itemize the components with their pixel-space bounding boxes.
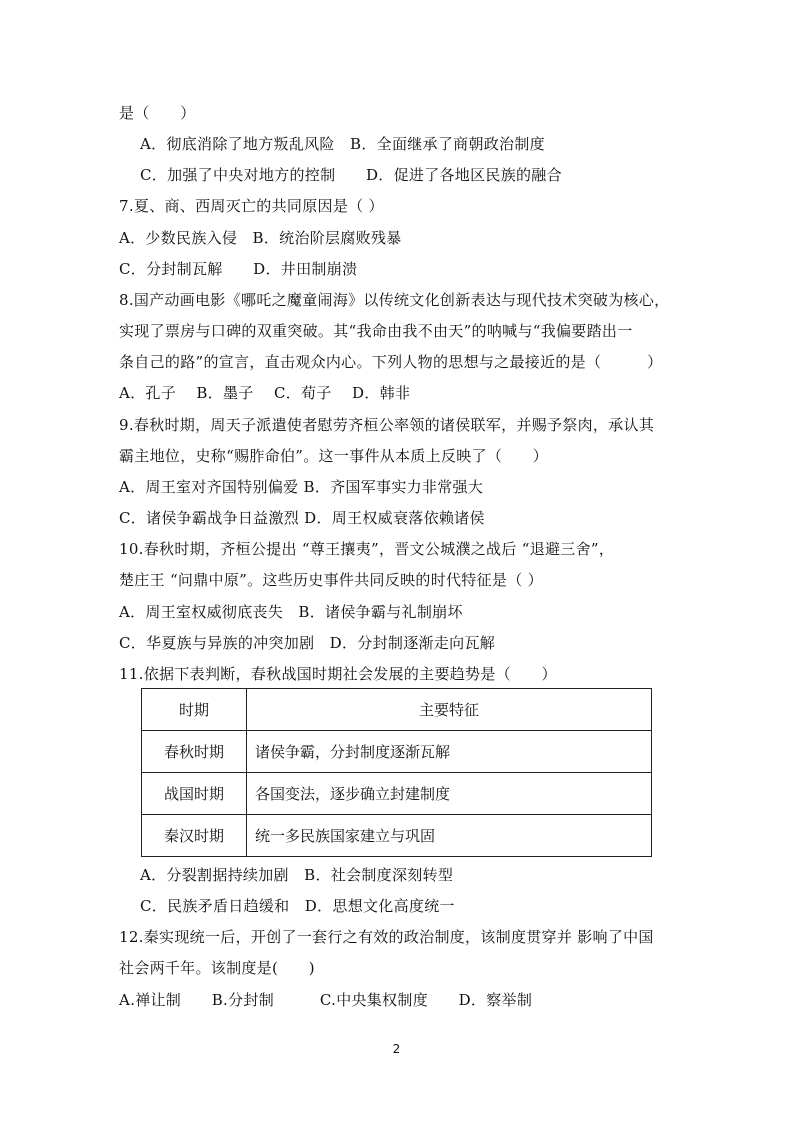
table-cell-feature: 诸侯争霸，分封制度逐渐瓦解	[247, 731, 652, 773]
q11-stem: 11.依据下表判断，春秋战国时期社会发展的主要趋势是（ ）	[119, 665, 557, 683]
table-row	[142, 815, 652, 857]
q6-options-ab: A．彻底消除了地方叛乱风险 B．全面继承了商朝政治制度	[140, 135, 545, 153]
q7-stem: 7.夏、商、西周灭亡的共同原因是（ ）	[119, 197, 384, 215]
page-number: 2	[392, 1042, 401, 1056]
q6-options-cd: C．加强了中央对地方的控制 D．促进了各地区民族的融合	[140, 166, 562, 184]
q9-options-cd: C．诸侯争霸战争日益激烈 D．周王权威衰落依赖诸侯	[119, 509, 485, 527]
q8-options: A．孔子 B．墨子 C．荀子 D．韩非	[119, 384, 411, 402]
q10-stem-line1: 10.春秋时期，齐桓公提出 “尊王攘夷”，晋文公城濮之战后 “退避三舍”，	[119, 540, 615, 558]
q12-stem-line2: 社会两千年。该制度是( )	[119, 959, 315, 977]
table-cell-feature: 统一多民族国家建立与巩固	[247, 815, 652, 857]
table-header-period: 时期	[142, 689, 247, 731]
table-row	[142, 731, 652, 773]
q10-stem-line2: 楚庄王 “问鼎中原”。这些历史事件共同反映的时代特征是（ ）	[119, 571, 543, 589]
table-cell-feature: 各国变法，逐步确立封建制度	[247, 773, 652, 815]
q10-options-ab: A．周王室权威彻底丧失 B．诸侯争霸与礼制崩坏	[119, 603, 463, 621]
q11-table	[141, 688, 652, 857]
q9-stem-line2: 霸主地位，史称“赐胙命伯”。这一事件从本质上反映了（ ）	[119, 447, 549, 465]
table-header-row	[142, 689, 652, 731]
table-row	[142, 773, 652, 815]
q8-stem-line1: 8.国产动画电影《哪吒之魔童闹海》以传统文化创新表达与现代技术突破为核心，	[119, 291, 670, 309]
table-header-feature: 主要特征	[247, 689, 652, 731]
q12-options: A.禅让制 B.分封制 C.中央集权制度 D．察举制	[119, 991, 533, 1009]
q9-stem-line1: 9.春秋时期，周天子派遣使者慰劳齐桓公率领的诸侯联军，并赐予祭肉，承认其	[119, 416, 655, 434]
q8-stem-line3: 条自己的路”的宣言，直击观众内心。下列人物的思想与之最接近的是（ ）	[119, 353, 663, 371]
q6-stem-tail: 是（ ）	[119, 104, 196, 122]
q12-stem-line1: 12.秦实现统一后，开创了一套行之有效的政治制度，该制度贯穿并 影响了中国	[119, 928, 654, 946]
q7-options-cd: C．分封制瓦解 D．井田制崩溃	[119, 260, 358, 278]
q9-options-ab: A．周王室对齐国特别偏爱 B．齐国军事实力非常强大	[119, 478, 484, 496]
q11-options-cd: C．民族矛盾日趋缓和 D．思想文化高度统一	[140, 897, 455, 915]
q7-options-ab: A．少数民族入侵 B．统治阶层腐败残暴	[119, 229, 402, 247]
table-cell-period: 春秋时期	[142, 731, 247, 773]
table-cell-period: 秦汉时期	[142, 815, 247, 857]
q10-options-cd: C．华夏族与异族的冲突加剧 D．分封制逐渐走向瓦解	[119, 634, 496, 652]
q11-options-ab: A．分裂割据持续加剧 B．社会制度深刻转型	[140, 866, 454, 884]
table-cell-period: 战国时期	[142, 773, 247, 815]
q8-stem-line2: 实现了票房与口碑的双重突破。其“我命由我不由天”的呐喊与“我偏要踏出一	[119, 322, 633, 340]
